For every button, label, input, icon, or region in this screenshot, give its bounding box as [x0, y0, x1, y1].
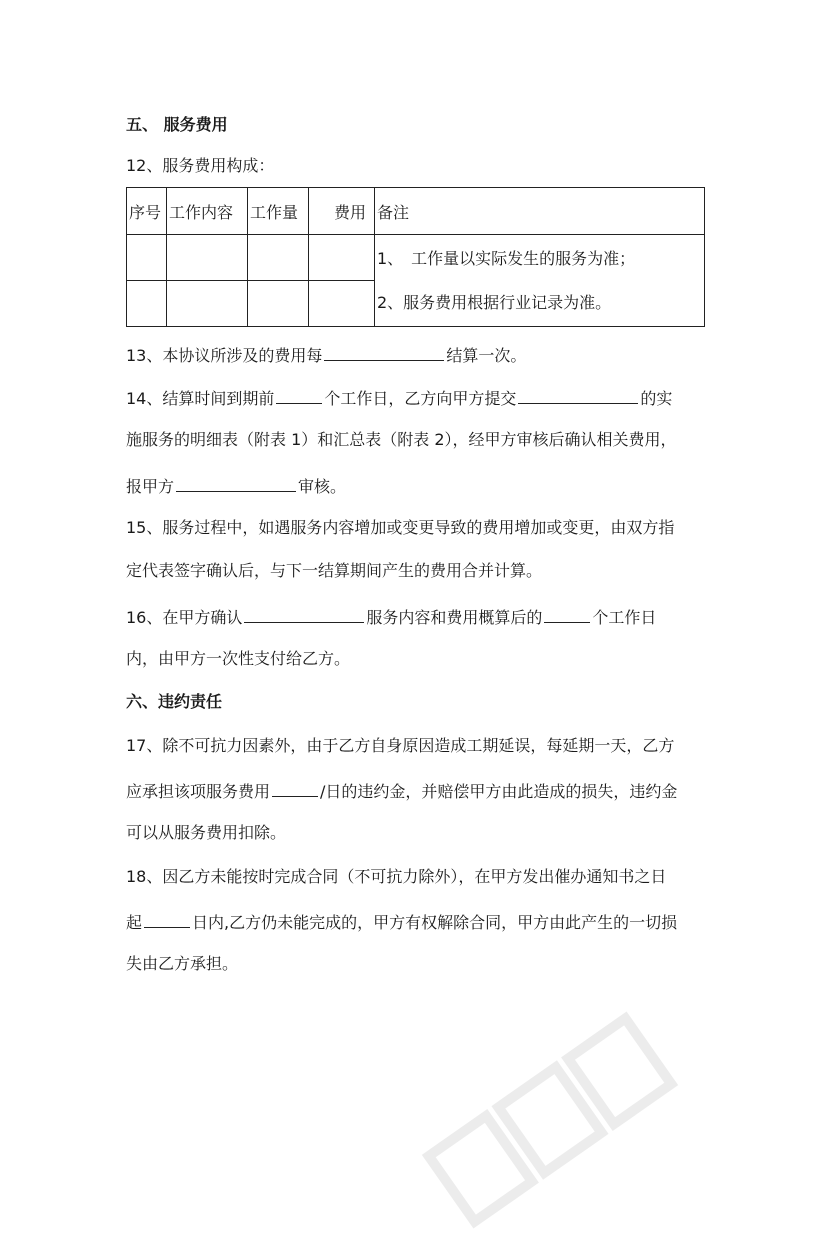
clause-16-line-1 — [126, 604, 656, 629]
clause-13-text-b: 结算一次。 — [446, 346, 527, 365]
clause-15-line-1: 15、服务过程中，如遇服务内容增加或变更导致的费用增加或变更，由双方指 — [126, 518, 675, 537]
table-cell — [309, 281, 375, 327]
clause-16-line-2: 内，由甲方一次性支付给乙方。 — [126, 649, 351, 668]
clause-14-text-d: 报甲方 — [126, 477, 175, 496]
blank-confirm[interactable] — [244, 604, 364, 623]
table-cell — [248, 281, 309, 327]
clause-18-text-a: 起 — [126, 913, 143, 932]
header-workload: 工作量 — [248, 188, 309, 235]
table-cell — [167, 235, 248, 281]
clause-18-line-1: 18、因乙方未能按时完成合同（不可抗力除外），在甲方发出催办通知书之日 — [126, 867, 667, 886]
clause-14-line-2: 施服务的明细表（附表 1）和汇总表（附表 2），经甲方审核后确认相关费用， — [126, 430, 677, 449]
clause-16-text-c: 个工作日 — [592, 608, 657, 627]
remark-line-1: 1、 工作量以实际发生的服务为准； — [377, 249, 636, 268]
section-six-heading: 六、违约责任 — [126, 692, 223, 711]
clause-12: 12、服务费用构成： — [126, 156, 275, 175]
clause-14-text-c: 的实 — [640, 389, 673, 408]
blank-submission[interactable] — [518, 385, 638, 404]
clause-14-line-3 — [126, 473, 346, 498]
header-index: 序号 — [127, 188, 167, 235]
clause-13-text-a: 13、本协议所涉及的费用每 — [126, 346, 323, 365]
clause-17-line-2 — [126, 778, 677, 803]
remarks-cell — [375, 235, 705, 327]
watermark-logo — [409, 996, 691, 1243]
table-row — [127, 235, 705, 281]
blank-settlement-period[interactable] — [324, 342, 444, 361]
fee-table — [126, 187, 705, 327]
section-five-heading: 五、 服务费用 — [126, 115, 228, 134]
clause-18-line-3: 失由乙方承担。 — [126, 954, 239, 973]
clause-15-line-2: 定代表签字确认后，与下一结算期间产生的费用合并计算。 — [126, 561, 543, 580]
blank-penalty-rate[interactable] — [272, 778, 318, 797]
clause-17-text-b: /日的违约金，并赔偿甲方由此造成的损失，违约金 — [320, 782, 678, 801]
clause-14-text-e: 审核。 — [298, 477, 347, 496]
blank-termination-days[interactable] — [144, 909, 190, 928]
clause-17-line-3: 可以从服务费用扣除。 — [126, 823, 287, 842]
table-cell — [167, 281, 248, 327]
blank-working-days[interactable] — [276, 385, 322, 404]
header-remarks: 备注 — [375, 188, 705, 235]
blank-payment-days[interactable] — [544, 604, 590, 623]
clause-14-text-b: 个工作日，乙方向甲方提交 — [324, 389, 517, 408]
clause-18-line-2 — [126, 909, 677, 934]
header-work-content: 工作内容 — [167, 188, 248, 235]
fee-table-header-row — [127, 188, 705, 235]
header-fee: 费用 — [309, 188, 375, 235]
clause-13 — [126, 342, 526, 367]
clause-17-text-a: 应承担该项服务费用 — [126, 782, 271, 801]
clause-17-line-1: 17、除不可抗力因素外，由于乙方自身原因造成工期延误，每延期一天，乙方 — [126, 736, 675, 755]
clause-14-text-a: 14、结算时间到期前 — [126, 389, 275, 408]
table-cell — [309, 235, 375, 281]
table-cell — [127, 281, 167, 327]
blank-reviewer[interactable] — [176, 473, 296, 492]
clause-18-text-b: 日内,乙方仍未能完成的，甲方有权解除合同，甲方由此产生的一切损 — [192, 913, 678, 932]
remark-line-2: 2、服务费用根据行业记录为准。 — [377, 293, 612, 312]
clause-16-text-b: 服务内容和费用概算后的 — [366, 608, 543, 627]
clause-16-text-a: 16、在甲方确认 — [126, 608, 243, 627]
table-cell — [248, 235, 309, 281]
table-cell — [127, 235, 167, 281]
clause-14-line-1 — [126, 385, 672, 410]
